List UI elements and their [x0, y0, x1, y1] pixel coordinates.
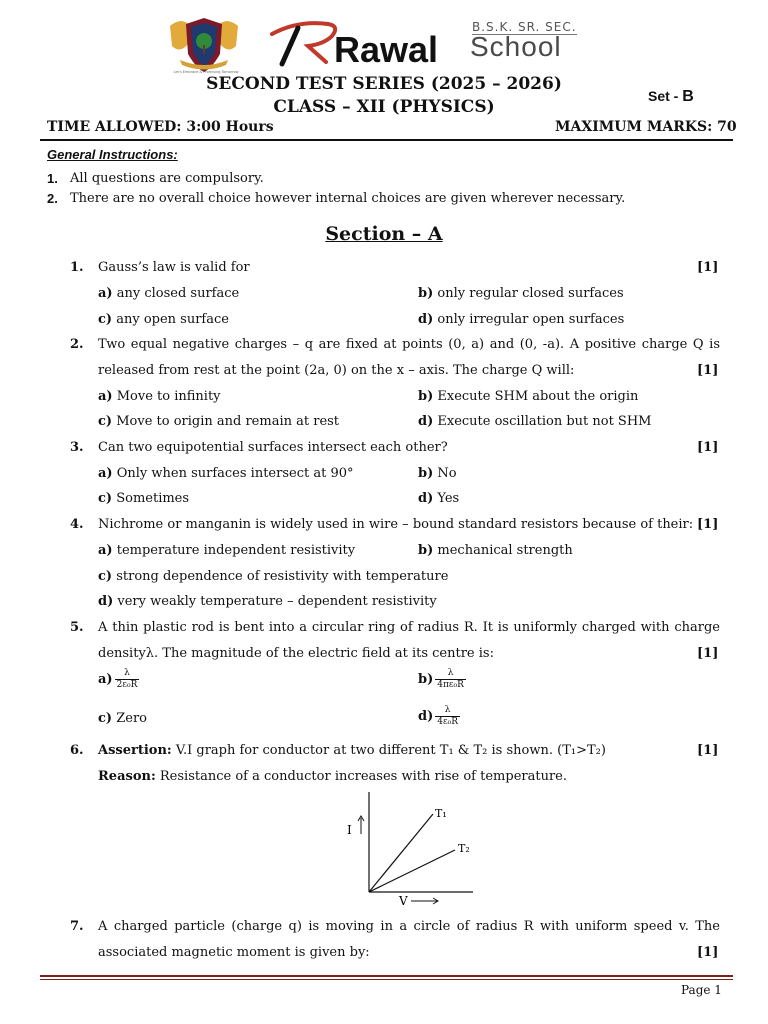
option-b: b) No — [418, 466, 457, 481]
reason: Reason: Resistance of a conductor increases with rise of temperature. — [98, 769, 567, 784]
question-marks: [1] — [697, 743, 719, 758]
option-c: c) any open surface — [98, 312, 229, 327]
question-number: 7. — [70, 919, 84, 934]
fraction: $\frac{\lambda}{\text{4ε₀R}}$ — [437, 705, 459, 727]
t2-line — [369, 850, 455, 892]
option-a: a) Only when surfaces intersect at 90° — [98, 466, 354, 481]
school-label: School — [470, 31, 562, 62]
question-marks: [1] — [697, 363, 719, 378]
question-text-cont: densityλ. The magnitude of the electric field at its centre is: — [98, 646, 494, 661]
option-a: a) any closed surface — [98, 286, 240, 301]
crest-tagline: Let's Embrace & Promising Tomorrow — [173, 70, 239, 74]
fraction: $\frac{\lambda}{\text{4πε₀R}}$ — [437, 668, 464, 690]
question-number: 5. — [70, 620, 84, 635]
question-text: Can two equipotential surfaces intersect each other? — [98, 440, 448, 455]
option-b: b) only regular closed surfaces — [418, 286, 624, 301]
option-d: d) $\frac{\lambda}{\text{4ε₀R}}$ — [418, 705, 459, 727]
set-value: B — [682, 88, 694, 105]
t1-line — [369, 814, 433, 892]
class-title: CLASS – XII (PHYSICS) — [273, 97, 495, 117]
question-text-cont: released from rest at the point (2a, 0) on the x – axis. The charge Q will: — [98, 363, 575, 378]
question-text: A charged particle (charge q) is moving in a circle of radius R with uniform speed v. The — [98, 919, 720, 934]
question-number: 1. — [70, 260, 84, 275]
assertion: Assertion: V.I graph for conductor at two different T₁ & T₂ is shown. (T₁>T₂) — [98, 743, 606, 758]
fraction: $\frac{\lambda}{\text{2ε₀R}}$ — [116, 668, 138, 690]
footer-divider-thin — [40, 979, 733, 980]
bsk-label: B.S.K. SR. SEC. — [472, 20, 577, 34]
question-text: Two equal negative charges – q are fixed at points (0, a) and (0, -a). A positive charge Q is — [98, 337, 720, 352]
brand-name: Rawal — [334, 29, 439, 68]
y-axis-label: I — [347, 823, 352, 837]
question-number: 2. — [70, 337, 84, 352]
school-crest-logo — [160, 14, 248, 76]
option-c: c) Sometimes — [98, 491, 190, 506]
option-b: b) $\frac{\lambda}{\text{4πε₀R}}$ — [418, 668, 464, 690]
t1-label: T₁ — [435, 807, 447, 820]
time-allowed: TIME ALLOWED: 3:00 Hours — [47, 119, 274, 135]
option-c: c) Move to origin and remain at rest — [98, 414, 340, 429]
footer-divider — [40, 975, 733, 977]
instruction-number: 2. — [47, 191, 58, 206]
question-marks: [1] — [697, 260, 719, 275]
set-prefix: Set - — [648, 88, 679, 104]
maximum-marks: MAXIMUM MARKS: 70 — [555, 119, 737, 135]
vi-graph — [345, 788, 475, 906]
option-a: a) temperature independent resistivity — [98, 543, 356, 558]
option-c: c) Zero — [98, 711, 147, 726]
rawal-brand-logo — [268, 16, 463, 68]
option-c: c) strong dependence of resistivity with temperature — [98, 569, 449, 584]
page-number: Page 1 — [681, 983, 722, 997]
t2-label: T₂ — [458, 842, 470, 855]
question-text-cont: associated magnetic moment is given by: — [98, 945, 370, 960]
instructions-heading: General Instructions: — [47, 147, 178, 162]
set-label — [648, 88, 694, 106]
option-d: d) very weakly temperature – dependent resistivity — [98, 594, 437, 609]
instruction-text: There are no overall choice however internal choices are given wherever necessary. — [70, 191, 626, 206]
instruction-text: All questions are compulsory. — [70, 171, 264, 186]
instruction-number: 1. — [47, 171, 58, 186]
question-number: 6. — [70, 743, 84, 758]
x-axis-label: V — [399, 894, 408, 906]
question-marks: [1] — [697, 945, 719, 960]
question-number: 3. — [70, 440, 84, 455]
option-b: b) Execute SHM about the origin — [418, 389, 639, 404]
question-text: A thin plastic rod is bent into a circular ring of radius R. It is uniformly charged with charge — [98, 620, 720, 635]
option-a: a) $\frac{\lambda}{\text{2ε₀R}}$ — [98, 668, 138, 690]
option-d: d) only irregular open surfaces — [418, 312, 625, 327]
question-marks: [1] — [697, 440, 719, 455]
section-title: Section – A — [325, 223, 443, 245]
option-d: d) Yes — [418, 491, 460, 506]
option-d: d) Execute oscillation but not SHM — [418, 414, 652, 429]
question-marks: [1] — [697, 646, 719, 661]
option-b: b) mechanical strength — [418, 543, 573, 558]
question-marks: [1] — [697, 517, 719, 532]
option-a: a) Move to infinity — [98, 389, 221, 404]
question-text: Nichrome or manganin is widely used in wire – bound standard resistors because of their: — [98, 517, 694, 532]
question-number: 4. — [70, 517, 84, 532]
exam-title: SECOND TEST SERIES (2025 – 2026) — [206, 74, 562, 94]
question-text: Gauss’s law is valid for — [98, 260, 250, 275]
header-divider — [40, 139, 733, 141]
